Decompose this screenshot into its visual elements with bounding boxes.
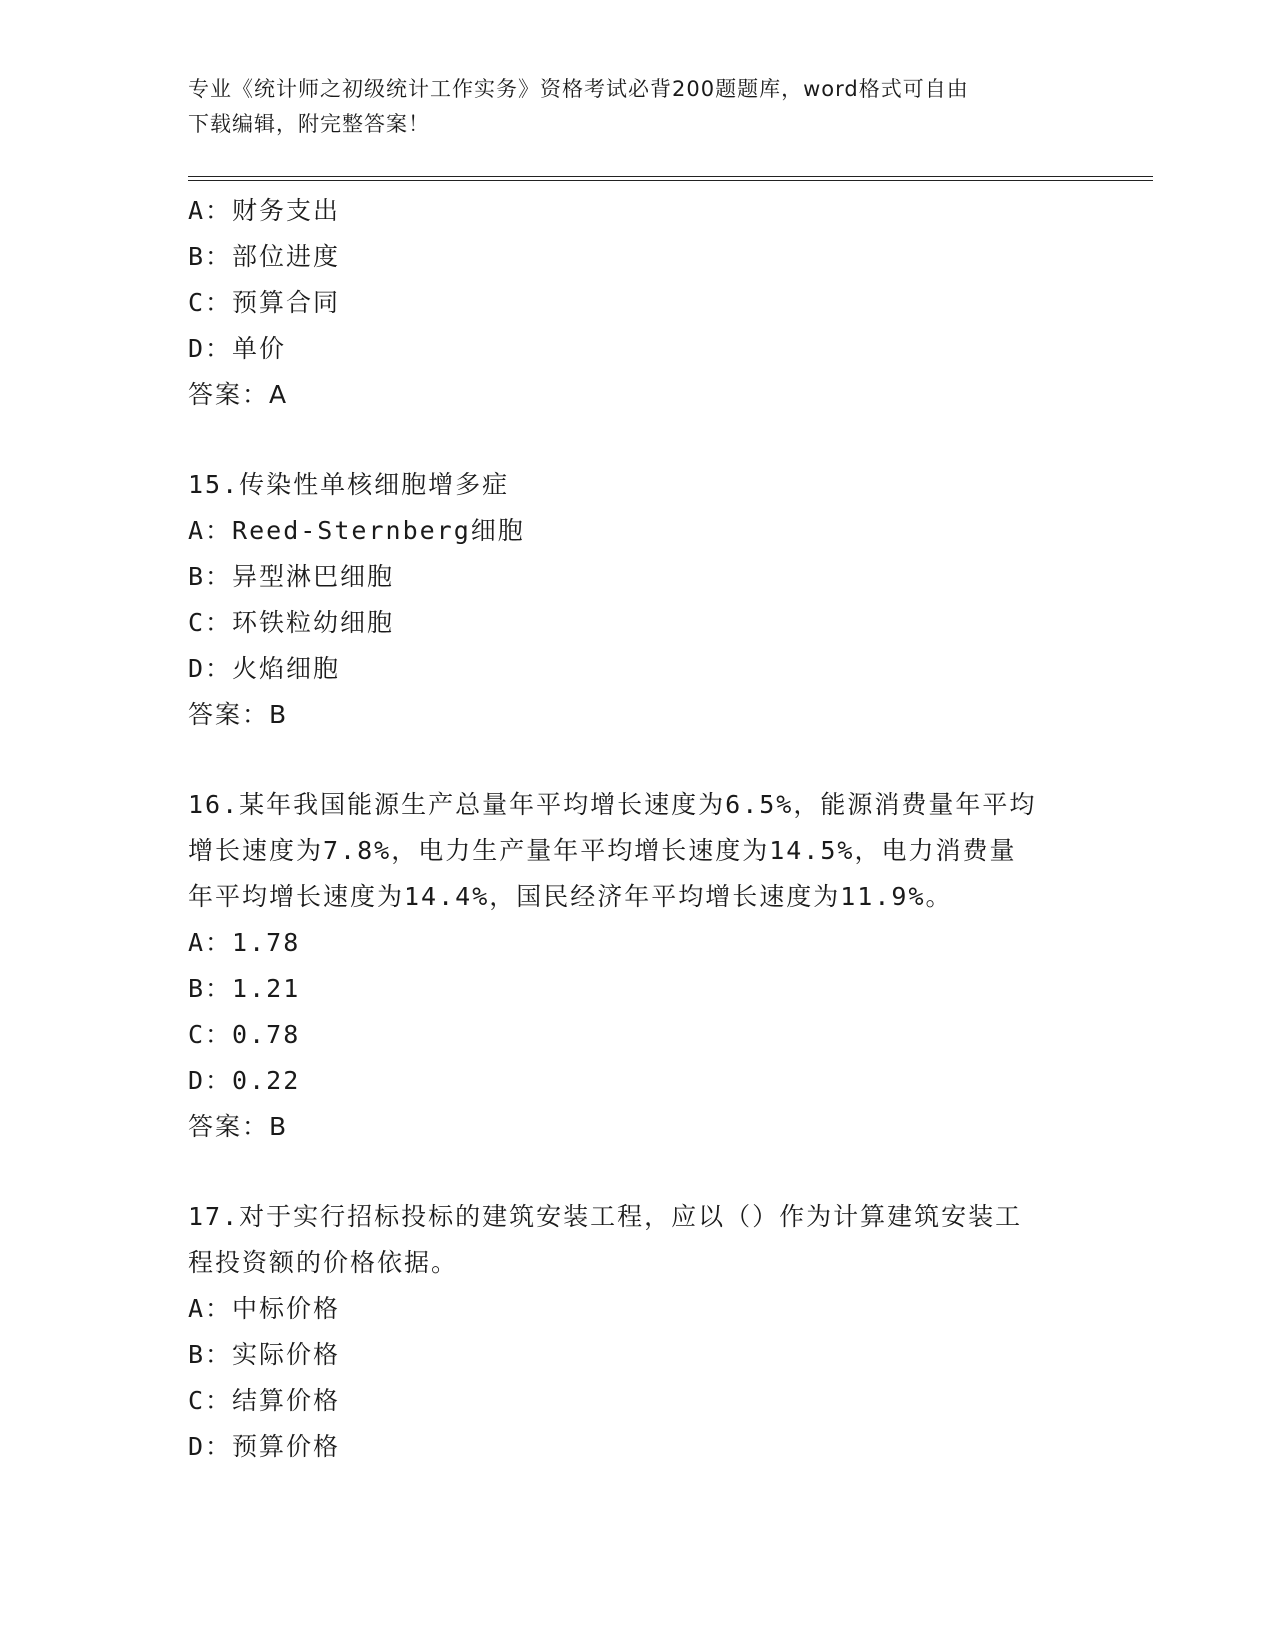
option-b: B：异型淋巴细胞 [188, 562, 395, 591]
option-d: D：预算价格 [188, 1432, 341, 1461]
option-a: A：财务支出 [188, 196, 341, 225]
option-a: A：Reed-Sternberg细胞 [188, 516, 525, 545]
question-stem-line-2: 增长速度为7.8%，电力生产量年平均增长速度为14.5%，电力消费量 [188, 836, 1017, 865]
question-stem-line-1: 17.对于实行招标投标的建筑安装工程，应以（）作为计算建筑安装工 [188, 1202, 1023, 1231]
option-c: C：结算价格 [188, 1386, 341, 1415]
answer-line: 答案：B [188, 1112, 289, 1141]
question-16 [188, 782, 1088, 1150]
option-a: A：中标价格 [188, 1294, 341, 1323]
question-stem-line-2: 程投资额的价格依据。 [188, 1248, 459, 1277]
option-c: C：0.78 [188, 1020, 301, 1049]
question-stem-line-1: 16.某年我国能源生产总量年平均增长速度为6.5%，能源消费量年平均 [188, 790, 1037, 819]
answer-line: 答案：B [188, 700, 289, 729]
option-d: D：单价 [188, 334, 287, 363]
option-b: B：部位进度 [188, 242, 341, 271]
option-c: C：预算合同 [188, 288, 341, 317]
question-17 [188, 1194, 1088, 1470]
question-stem: 15.传染性单核细胞增多症 [188, 470, 510, 499]
option-c: C：环铁粒幼细胞 [188, 608, 395, 637]
header-divider [188, 176, 1153, 181]
question-14 [188, 188, 1088, 418]
question-list [188, 188, 1088, 1470]
option-b: B：1.21 [188, 974, 301, 1003]
header-line-1: 专业《统计师之初级统计工作实务》资格考试必背200题题库，word格式可自由 [188, 77, 969, 101]
option-b: B：实际价格 [188, 1340, 341, 1369]
option-d: D：火焰细胞 [188, 654, 341, 683]
document-header [188, 72, 1088, 142]
option-a: A：1.78 [188, 928, 301, 957]
question-15 [188, 462, 1088, 738]
question-stem-line-3: 年平均增长速度为14.4%，国民经济年平均增长速度为11.9%。 [188, 882, 953, 911]
answer-line: 答案：A [188, 380, 289, 409]
header-line-2: 下载编辑，附完整答案！ [188, 112, 430, 136]
option-d: D：0.22 [188, 1066, 301, 1095]
